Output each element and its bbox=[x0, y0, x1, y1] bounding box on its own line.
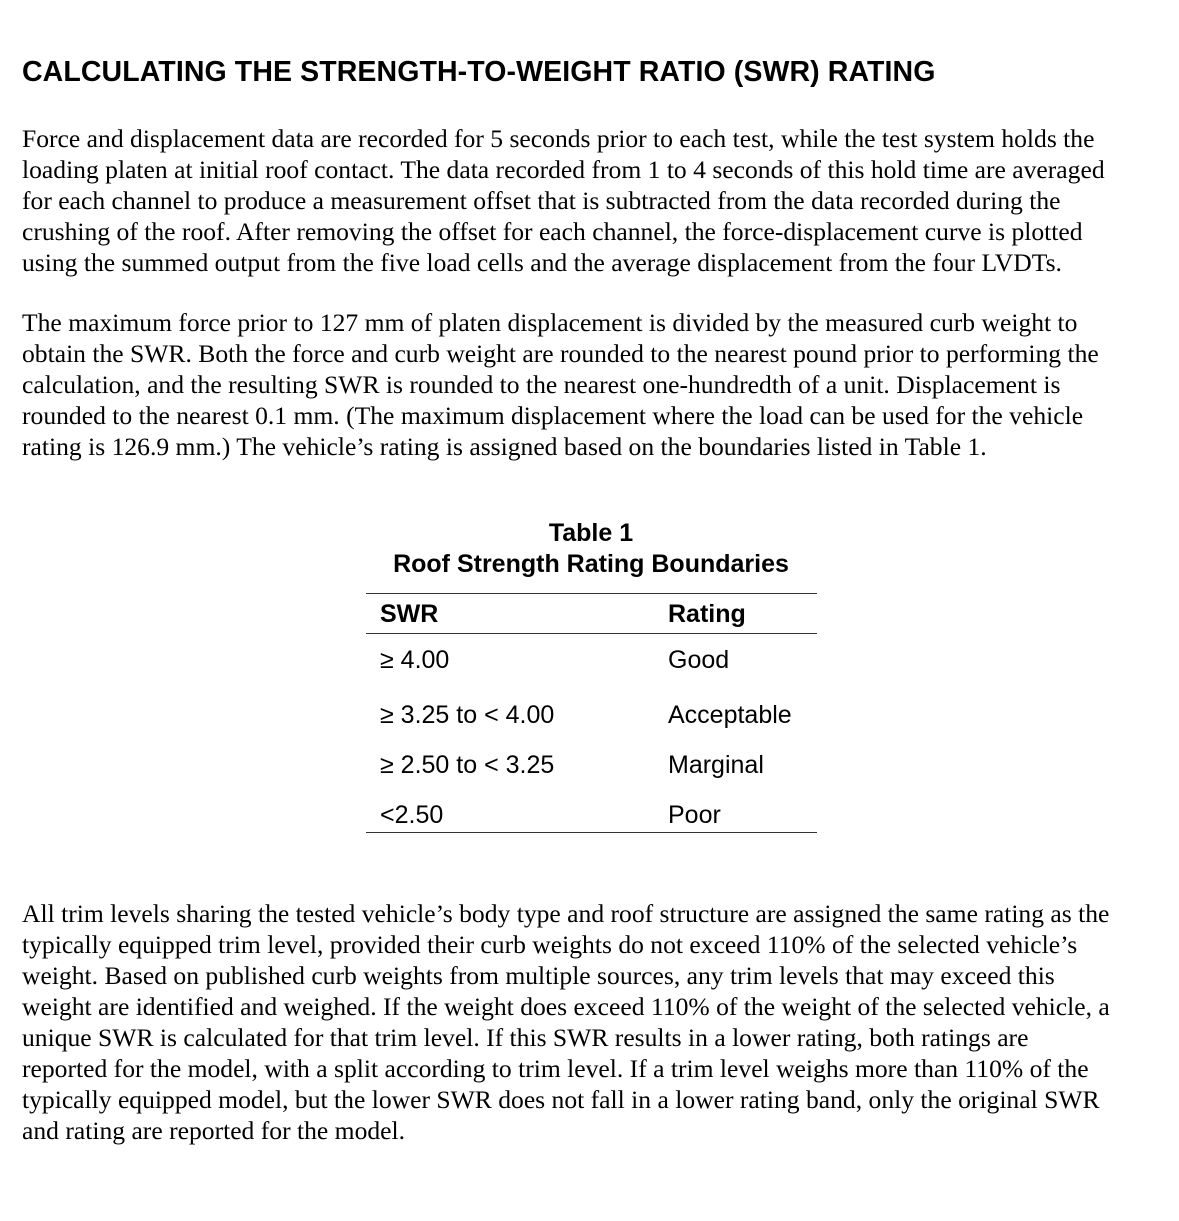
text-line: crushing of the roof. After removing the offset for each channel, the force-displacement curve is plotted bbox=[22, 217, 1083, 246]
header-swr: SWR bbox=[380, 600, 439, 628]
text-line: weight are identified and weighed. If the weight does exceed 110% of the weight of the selected vehicle, a bbox=[22, 992, 1110, 1021]
table-header-row bbox=[366, 594, 817, 634]
rating-boundaries-table bbox=[366, 593, 817, 833]
text-line: typically equipped trim level, provided their curb weights do not exceed 110% of the selected vehicle’s bbox=[22, 930, 1078, 959]
table-row bbox=[366, 789, 817, 832]
text-line: loading platen at initial roof contact. The data recorded from 1 to 4 seconds of this hold time are averaged bbox=[22, 155, 1105, 184]
table-title: Roof Strength Rating Boundaries bbox=[393, 550, 789, 578]
table-number: Table 1 bbox=[548, 519, 634, 547]
swr-range: <2.50 bbox=[380, 801, 444, 829]
swr-range: ≥ 4.00 bbox=[380, 646, 450, 674]
paragraph-trim-levels bbox=[22, 898, 1167, 1146]
text-line: typically equipped model, but the lower SWR does not fall in a lower rating band, only the original SWR bbox=[22, 1085, 1100, 1114]
text-line: weight. Based on published curb weights from multiple sources, any trim levels that may exceed this bbox=[22, 961, 1055, 990]
text-line: and rating are reported for the model. bbox=[22, 1116, 406, 1145]
text-line: using the summed output from the five load cells and the average displacement from the four LVDTs. bbox=[22, 248, 1062, 277]
rating-value: Acceptable bbox=[668, 701, 792, 729]
swr-range: ≥ 2.50 to < 3.25 bbox=[380, 751, 555, 779]
rating-value: Good bbox=[668, 646, 730, 674]
text-line: for each channel to produce a measurement offset that is subtracted from the data recorded during the bbox=[22, 186, 1061, 215]
text-line: reported for the model, with a split according to trim level. If a trim level weighs more than 110% of the bbox=[22, 1054, 1089, 1083]
header-rating: Rating bbox=[668, 600, 746, 628]
text-line: unique SWR is calculated for that trim level. If this SWR results in a lower rating, both ratings are bbox=[22, 1023, 1029, 1052]
paragraph-swr-calculation bbox=[22, 307, 1167, 462]
page-heading: CALCULATING THE STRENGTH-TO-WEIGHT RATIO (SWR) RATING bbox=[22, 56, 936, 88]
rating-value: Marginal bbox=[668, 751, 764, 779]
paragraph-data-recording bbox=[22, 123, 1167, 278]
text-line: The maximum force prior to 127 mm of platen displacement is divided by the measured curb weight to bbox=[22, 308, 1078, 337]
rating-value: Poor bbox=[668, 801, 721, 829]
text-line: rating is 126.9 mm.) The vehicle’s rating is assigned based on the boundaries listed in Table 1. bbox=[22, 432, 987, 461]
table-row bbox=[366, 634, 817, 689]
text-line: obtain the SWR. Both the force and curb weight are rounded to the nearest pound prior to performing the bbox=[22, 339, 1099, 368]
table-row bbox=[366, 689, 817, 739]
text-line: Force and displacement data are recorded for 5 seconds prior to each test, while the test system holds the bbox=[22, 124, 1095, 153]
text-line: All trim levels sharing the tested vehicle’s body type and roof structure are assigned the same rating as the bbox=[22, 899, 1110, 928]
swr-range: ≥ 3.25 to < 4.00 bbox=[380, 701, 555, 729]
text-line: calculation, and the resulting SWR is rounded to the nearest one-hundredth of a unit. Displacement is bbox=[22, 370, 1061, 399]
table-row bbox=[366, 739, 817, 789]
text-line: rounded to the nearest 0.1 mm. (The maximum displacement where the load can be used for the vehicle bbox=[22, 401, 1084, 430]
